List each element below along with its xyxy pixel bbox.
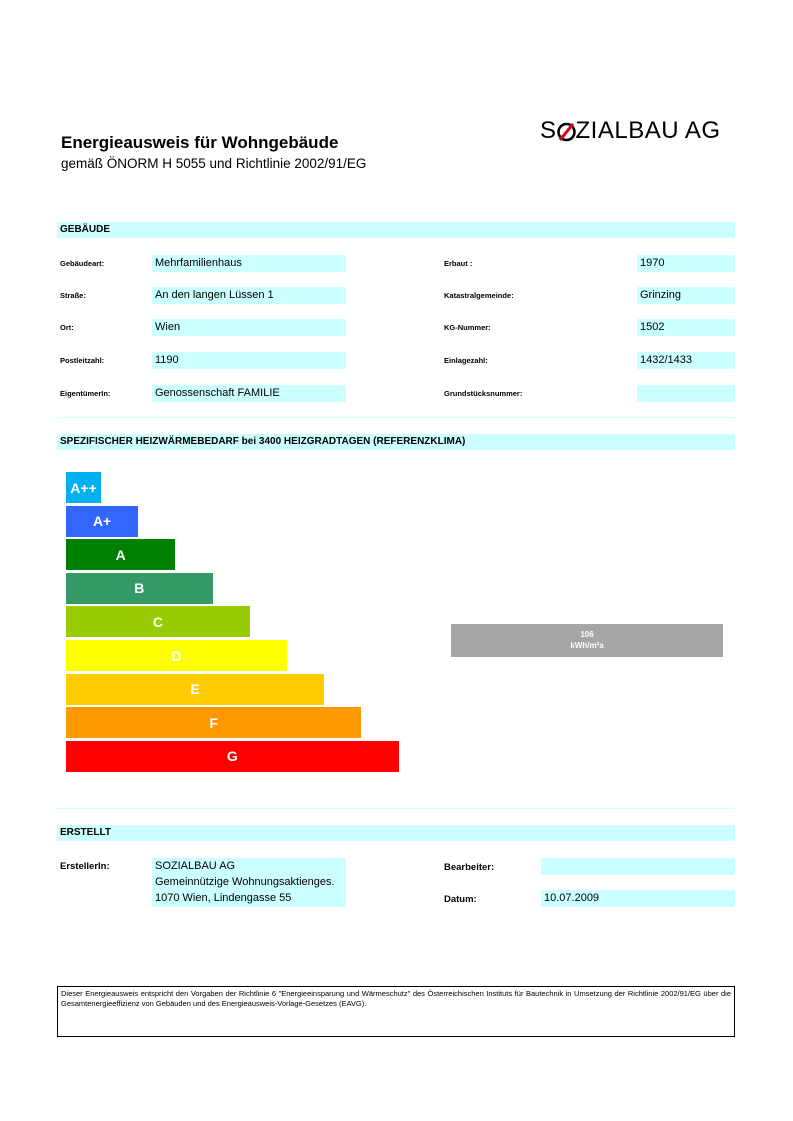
energy-class-g: G (66, 741, 399, 772)
page-title: Energieausweis für Wohngebäude (61, 133, 339, 152)
building-label: EigentümerIn: (60, 389, 111, 398)
sozialbau-logo (540, 117, 721, 145)
logo-text-end: ZIALBAU AG (575, 117, 721, 144)
energy-value-indicator (451, 624, 723, 657)
date-label: Datum: (444, 894, 477, 905)
section-created: ERSTELLT (57, 825, 735, 841)
building-value (637, 385, 735, 402)
creator-line: SOZIALBAU AG (155, 860, 236, 872)
building-value: An den langen Lüssen 1 (152, 287, 346, 304)
energy-class-c: C (66, 606, 250, 637)
energy-class-a: A (66, 539, 175, 570)
energy-class-aplusplus: A++ (66, 472, 101, 503)
creator-line: 1070 Wien, Lindengasse 55 (155, 892, 292, 904)
creator-field (152, 858, 346, 907)
footer-note: Dieser Energieausweis entspricht den Vorgaben der Richtlinie 6 "Energieeinsparung und Wärmeschutz" des Österreichischen Instituts für Bautechnik in Umsetzung der Richtlinie 2002/91/EG über die Gesamtenergieeffizienz von Gebäuden und des Energieausweis-Vorlage-Gesetzes (EAVG). (57, 986, 735, 1037)
building-label: KG-Nummer: (444, 323, 491, 332)
building-label: Katastralgemeinde: (444, 291, 514, 300)
section-building: GEBÄUDE (57, 222, 735, 238)
section-energy: SPEZIFISCHER HEIZWÄRMEBEDARF bei 3400 HEIZGRADTAGEN (REFERENZKLIMA) (57, 434, 735, 450)
creator-label: ErstellerIn: (60, 861, 110, 872)
building-label: Gebäudeart: (60, 259, 105, 268)
energy-class-e: E (66, 674, 324, 705)
energy-class-f: F (66, 707, 361, 738)
building-value: Mehrfamilienhaus (152, 255, 346, 272)
building-value: 1190 (152, 352, 346, 369)
energy-class-b: B (66, 573, 213, 604)
divider (57, 417, 735, 418)
building-label: Ort: (60, 323, 74, 332)
logo-text-start: S (540, 117, 557, 144)
building-value: Wien (152, 319, 346, 336)
creator-line: Gemeinnützige Wohnungsaktienges. (155, 876, 335, 888)
building-label: Einlagezahl: (444, 356, 488, 365)
building-value: 1432/1433 (637, 352, 735, 369)
building-value: Grinzing (637, 287, 735, 304)
building-label: Grundstücksnummer: (444, 389, 523, 398)
building-label: Postleitzahl: (60, 356, 105, 365)
building-value: 1502 (637, 319, 735, 336)
energy-class-d: D (66, 640, 287, 671)
page-subtitle: gemäß ÖNORM H 5055 und Richtlinie 2002/91/EG (61, 156, 367, 171)
energy-value: 106 (580, 630, 594, 639)
logo-o-mark (557, 121, 576, 141)
building-label: Erbaut : (444, 259, 473, 268)
editor-field (541, 858, 735, 875)
building-value: 1970 (637, 255, 735, 272)
energy-unit: kWh/m²a (570, 641, 604, 650)
building-label: Straße: (60, 291, 86, 300)
date-field: 10.07.2009 (541, 890, 735, 907)
building-value: Genossenschaft FAMILIE (152, 385, 346, 402)
divider (57, 808, 735, 809)
energy-class-aplus: A+ (66, 506, 138, 537)
editor-label: Bearbeiter: (444, 862, 495, 873)
